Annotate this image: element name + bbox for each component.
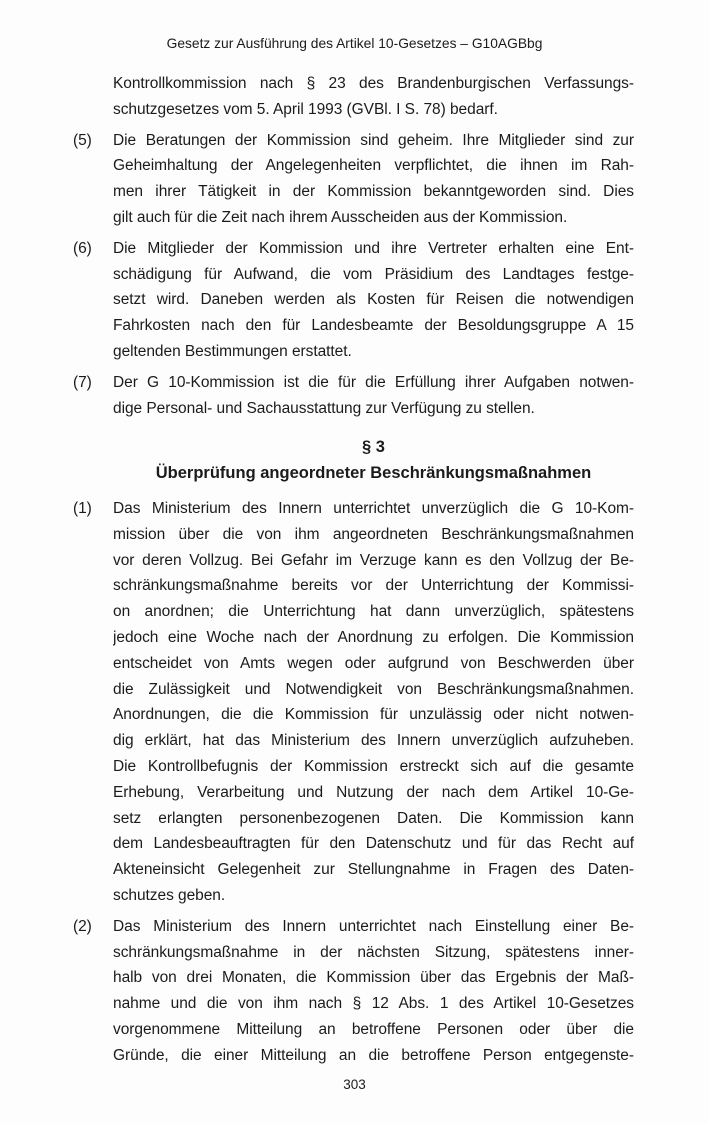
section-heading-line: § 3 (362, 438, 385, 457)
paragraph (73, 236, 634, 365)
text-line: gilt auch für die Zeit nach ihrem Ausscheiden aus der Kommission. (113, 208, 568, 226)
text-line: Akteneinsicht Gelegenheit zur Stellungnahme in Fragen des Daten- (113, 861, 634, 879)
text-line: Geheimhaltung der Angelegenheiten verpflichtet, die ihnen im Rah- (113, 157, 634, 175)
paragraph (73, 370, 634, 422)
text-line: jedoch eine Woche nach der Anordnung zu erfolgen. Die Kommission (113, 628, 634, 646)
text-line: on anordnen; die Unterrichtung hat dann unverzüglich, spätestens (113, 603, 634, 621)
paragraph-marker: (6) (73, 239, 92, 257)
text-line: men ihrer Tätigkeit in der Kommission bekanntgeworden sind. Dies (113, 183, 634, 201)
paragraph (73, 128, 634, 231)
section-heading-line: Überprüfung angeordneter Beschränkungsmaßnahmen (155, 464, 592, 483)
text-line: schränkungsmaßnahme bereits vor der Unterrichtung der Kommissi- (113, 577, 634, 595)
text-line: Der G 10-Kommission ist die für die Erfüllung ihrer Aufgaben notwen- (113, 373, 634, 391)
text-line: Das Ministerium des Innern unterrichtet nach Einstellung einer Be- (113, 917, 634, 935)
text-line: schädigung für Aufwand, die vom Präsidium des Landtages festge- (113, 265, 634, 283)
text-line: Kontrollkommission nach § 23 des Brandenburgischen Verfassungs- (113, 75, 634, 92)
text-line: Erhebung, Verarbeitung und Nutzung der nach dem Artikel 10-Ge- (113, 783, 634, 801)
text-line: dig erklärt, hat das Ministerium des Innern unverzüglich aufzuheben. (113, 732, 634, 750)
text-line: dige Personal- und Sachausstattung zur Verfügung zu stellen. (113, 399, 535, 417)
paragraph (113, 71, 634, 123)
text-line: Die Kontrollbefugnis der Kommission erstreckt sich auf die gesamte (113, 757, 634, 775)
paragraph-marker: (7) (73, 373, 92, 391)
paragraph-marker: (5) (73, 131, 92, 149)
text-line: schutzes geben. (113, 886, 226, 904)
text-line: entscheidet von Amts wegen oder aufgrund von Beschwerden über (113, 654, 634, 672)
text-line: schränkungsmaßnahme in der nächsten Sitzung, spätestens inner- (113, 943, 634, 961)
paragraph (73, 496, 634, 909)
text-line: vorgenommene Mitteilung an betroffene Personen oder über die (113, 1020, 634, 1038)
text-line: setz erlangten personenbezogenen Daten. Die Kommission kann (113, 809, 634, 827)
text-line: Die Mitglieder der Kommission und ihre Vertreter erhalten eine Ent- (113, 239, 634, 257)
text-line: die Zulässigkeit und Notwendigkeit von Beschränkungsmaßnahmen. (113, 680, 634, 698)
text-line: Anordnungen, die die Kommission für unzulässig oder nicht notwen- (113, 706, 634, 724)
text-line: Die Beratungen der Kommission sind geheim. Ihre Mitglieder sind zur (113, 131, 634, 149)
text-line: geltenden Bestimmungen erstattet. (113, 342, 352, 360)
text-line: Gründe, die einer Mitteilung an die betroffene Person entgegenste- (113, 1046, 634, 1064)
paragraph (73, 914, 634, 1069)
paragraph-marker: (2) (73, 917, 92, 935)
text-line: Fahrkosten nach den für Landesbeamte der Besoldungsgruppe A 15 (113, 317, 634, 335)
text-line: vor deren Vollzug. Bei Gefahr im Verzuge kann es den Vollzug der Be- (113, 551, 634, 569)
text-line: schutzgesetzes vom 5. April 1993 (GVBl. I S. 78) bedarf. (113, 100, 498, 118)
paragraph-marker: (1) (73, 499, 92, 517)
page-number: 303 (343, 1077, 366, 1092)
section-heading (113, 435, 634, 487)
text-line: setzt wird. Daneben werden als Kosten für Reisen die notwendigen (113, 291, 634, 309)
text-line: Das Ministerium des Innern unterrichtet unverzüglich die G 10-Kom- (113, 499, 634, 517)
text-line: dem Landesbeauftragten für den Datenschutz und für das Recht auf (113, 835, 634, 853)
text-line: halb von drei Monaten, die Kommission über das Ergebnis der Maß- (113, 969, 634, 987)
text-line: mission über die von ihm angeordneten Beschränkungsmaßnahmen (113, 525, 634, 543)
running-header: Gesetz zur Ausführung des Artikel 10-Gesetzes – G10AGBbg (166, 36, 543, 51)
text-line: nahme und die von ihm nach § 12 Abs. 1 des Artikel 10-Gesetzes (113, 995, 634, 1013)
document-body (73, 71, 634, 1068)
